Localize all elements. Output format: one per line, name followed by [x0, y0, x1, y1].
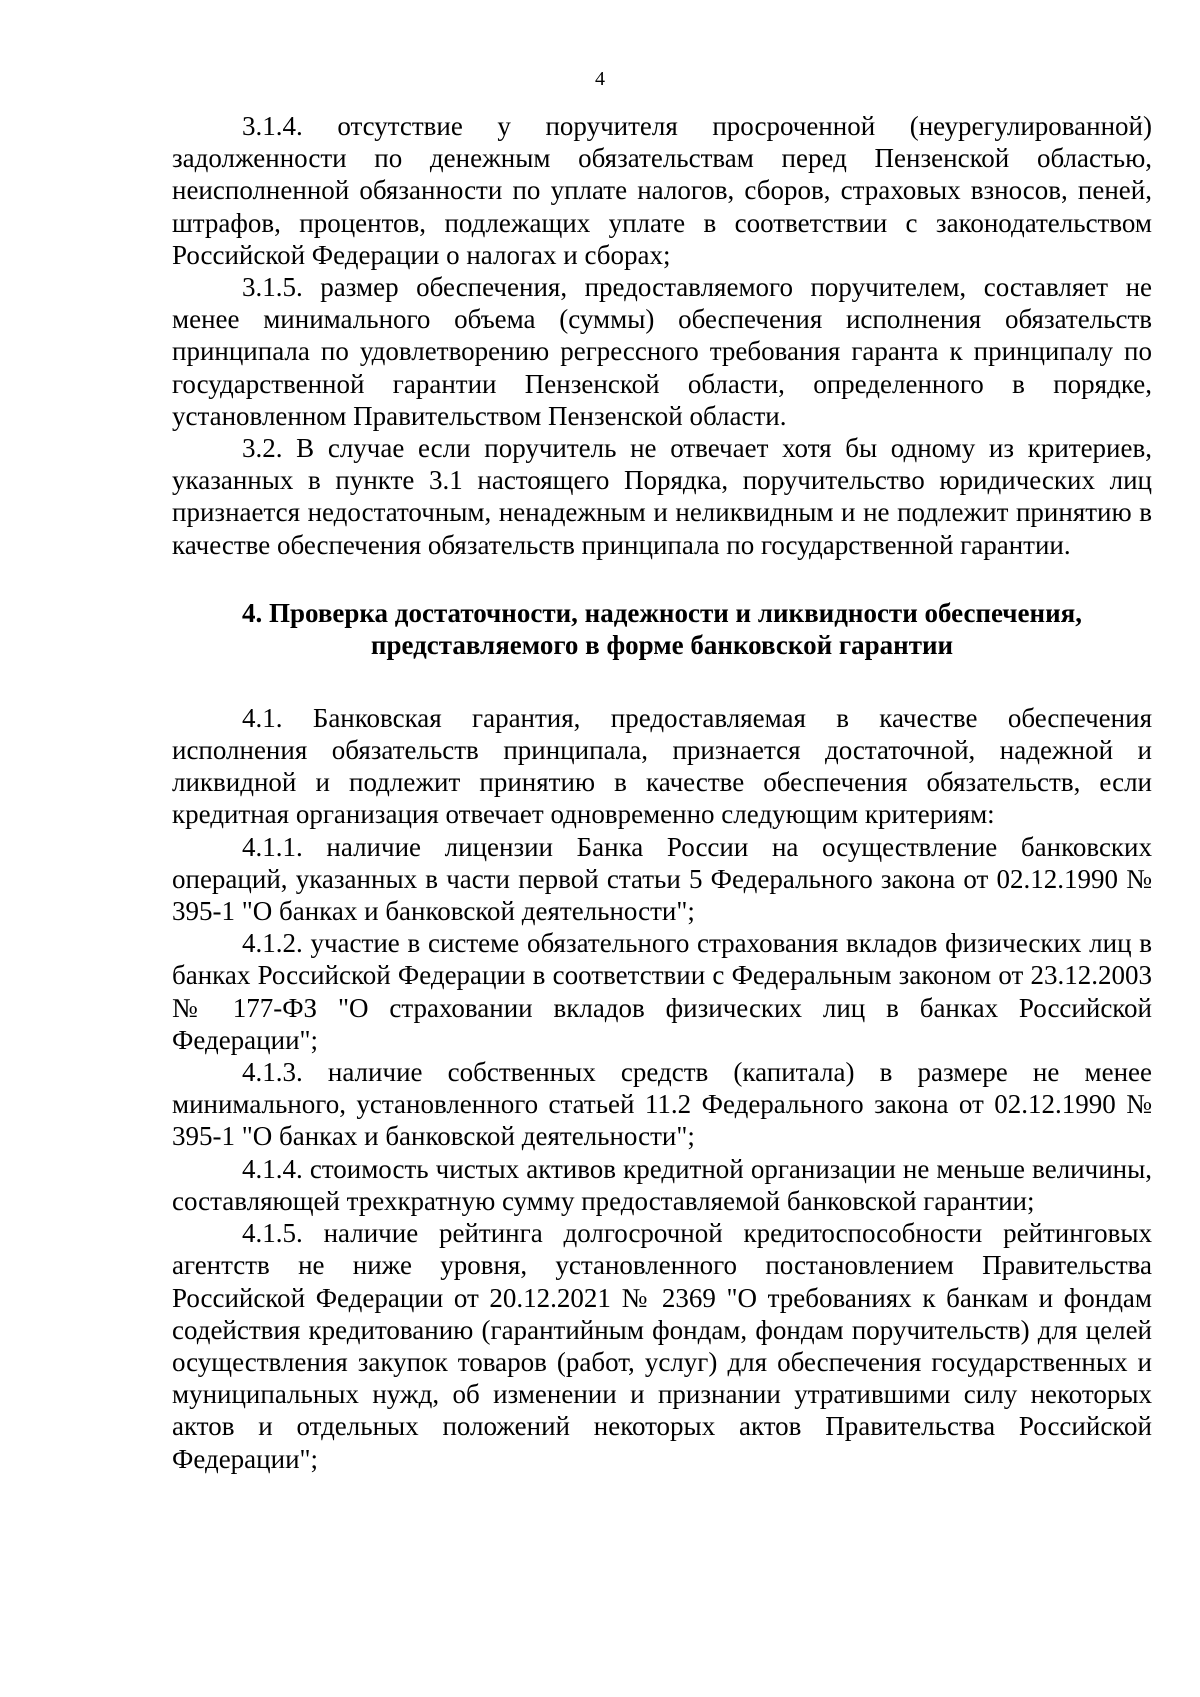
section-heading-line-2: представляемого в форме банковской гарантии	[370, 630, 954, 661]
clause-3-2: 3.2. В случае если поручитель не отвечает хотя бы одному из критериев, указанных в пункте 3.1 настоящего Порядка, поручительство юридических лиц признается недостаточным, ненадежным и неликвидным и не подлежит принятию в качестве обеспечения обязательств принципала по государственной гарантии.	[172, 433, 1152, 560]
page-number: 4	[595, 68, 605, 90]
clause-4-1: 4.1. Банковская гарантия, предоставляемая в качестве обеспечения исполнения обязательств принципала, признается достаточной, надежной и ликвидной и подлежит принятию в качестве обеспечения обязательств, если кредитная организация отвечает одновременно следующим критериям:	[172, 702, 1152, 830]
clause-4-1-3: 4.1.3. наличие собственных средств (капитала) в размере не менее минимального, установленного статьей 11.2 Федерального закона от 02.12.1990 № 395-1 "О банках и банковской деятельности";	[172, 1057, 1152, 1152]
clause-3-1-4: 3.1.4. отсутствие у поручителя просроченной (неурегулированной) задолженности по денежным обязательствам перед Пензенской областью, неисполненной обязанности по уплате налогов, сборов, страховых взносов, пеней, штрафов, процентов, подлежащих уплате в соответствии с законодательством Российской Федерации о налогах и сборах;	[172, 111, 1152, 270]
clause-3-1-5: 3.1.5. размер обеспечения, предоставляемого поручителем, составляет не менее минимального объема (суммы) обеспечения исполнения обязательств принципала по удовлетворению регрессного требования гаранта к принципалу по государственной гарантии Пензенской области, определенного в порядке, установленном Правительством Пензенской области.	[172, 272, 1152, 431]
document-body	[172, 110, 1152, 1475]
clause-4-1-4: 4.1.4. стоимость чистых активов кредитной организации не меньше величины, составляющей трехкратную сумму предоставляемой банковской гарантии;	[172, 1153, 1152, 1216]
clause-4-1-5: 4.1.5. наличие рейтинга долгосрочной кредитоспособности рейтинговых агентств не ниже уровня, установленного постановлением Правительства Российской Федерации от 20.12.2021 № 2369 "О требованиях к банкам и фондам содействия кредитованию (гарантийным фондам, фондам поручительств) для целей осуществления закупок товаров (работ, услуг) для обеспечения государственных и муниципальных нужд, об изменении и признании утратившими силу некоторых актов и отдельных положений некоторых актов Правительства Российской Федерации";	[172, 1218, 1152, 1474]
clause-4-1-2: 4.1.2. участие в системе обязательного страхования вкладов физических лиц в банках Российской Федерации в соответствии с Федеральным законом от 23.12.2003 № 177-ФЗ "О страховании вкладов физических лиц в банках Российской Федерации";	[172, 928, 1152, 1055]
section-heading-line-1: 4. Проверка достаточности, надежности и ликвидности обеспечения,	[241, 597, 1082, 628]
section-heading-4	[172, 597, 1152, 662]
clause-4-1-1: 4.1.1. наличие лицензии Банка России на осуществление банковских операций, указанных в части первой статьи 5 Федерального закона от 02.12.1990 № 395-1 "О банках и банковской деятельности";	[172, 831, 1152, 927]
